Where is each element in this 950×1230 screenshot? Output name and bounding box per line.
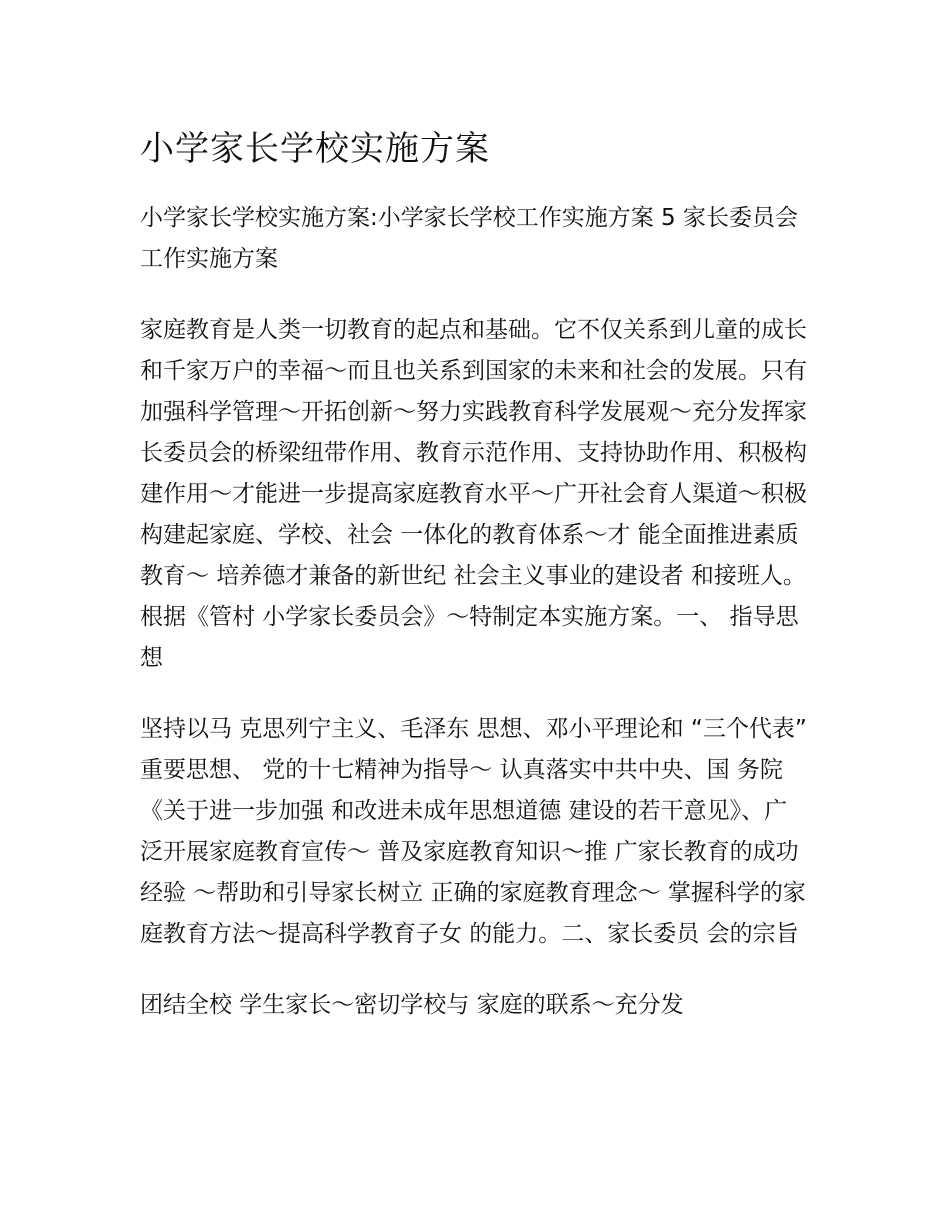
document-subtitle: 小学家长学校实施方案:小学家长学校工作实施方案 5 家长委员会工作实施方案	[140, 205, 799, 272]
document-title: 小学家长学校实施方案	[140, 129, 490, 169]
paragraph-guiding-ideology: 坚持以马 克思列宁主义、毛泽东 思想、邓小平理论和 “三个代表” 重要思想、 党的十七精神为指导～ 认真落实中共中央、国 务院《关于进一步加强 和改进未成年思想道德 建设的若干意见》、广 泛开展家庭教育宣传～ 普及家庭教育知识～推 广家长教育的成功经验 ～帮助和引导家长树立 正确的家庭教育理念～ 掌握科学的家庭教育方法～提高科学教育子女 的能力。二、家长委员 会的宗旨	[140, 716, 807, 947]
paragraph-intro: 家庭教育是人类一切教育的起点和基础。它不仅关系到儿童的成长和千家万户的幸福～而且也关系到国家的未来和社会的发展。只有加强科学管理～开拓创新～努力实践教育科学发展观～充分发挥家长委员会的桥梁纽带作用、教育示范作用、支持协助作用、积极构建作用～才能进一步提高家庭教育水平～广开社会育人渠道～积极构建起家庭、学校、社会 一体化的教育体系～才 能全面推进素质教育～ 培养德才兼备的新世纪 社会主义事业的建设者 和接班人。根据《管村 小学家长委员会》～特制定本实施方案。一、 指导思想	[140, 317, 807, 671]
paragraph-purpose: 团结全校 学生家长～密切学校与 家庭的联系～充分发	[140, 992, 684, 1018]
document-body	[140, 120, 810, 1026]
